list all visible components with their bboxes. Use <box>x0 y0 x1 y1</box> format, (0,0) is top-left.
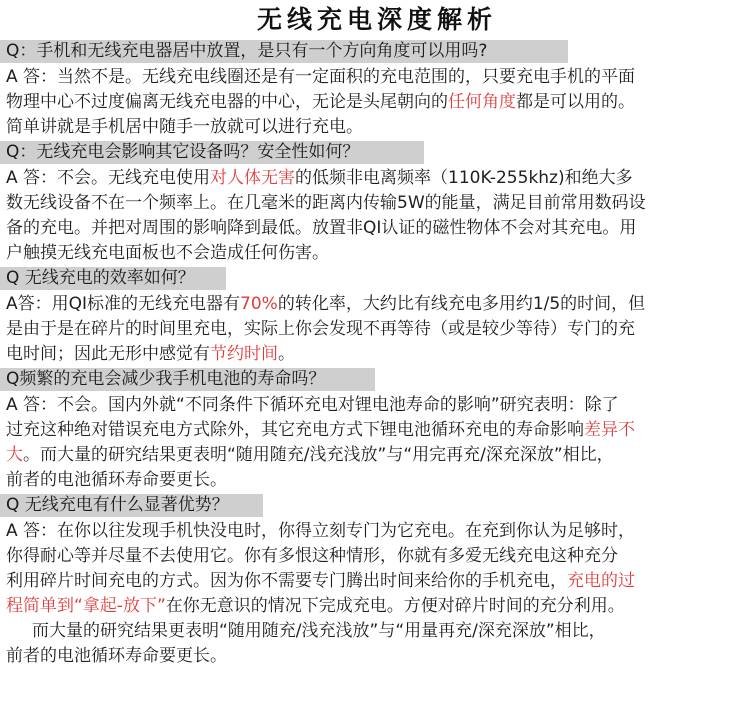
answer-5 <box>0 517 754 670</box>
answer-line: A 答：在你以往发现手机快没电时，你得立刻专门为它充电。在充到你认为足够时， <box>6 521 636 541</box>
answer-line: 前者的电池循环寿命要更长。 <box>6 646 227 666</box>
answer-3 <box>0 290 754 368</box>
answer-line: A 答：不会。无线充电使用对人体无害的低频非电离频率（110K-255khz)和绝大多 <box>6 168 633 188</box>
highlight-text: 节约时间 <box>210 344 278 364</box>
question-3: Q 无线充电的效率如何？ <box>0 267 226 290</box>
answer-line: 而大量的研究结果更表明“随用随充/浅充浅放”与“用量再充/深充深放”相比， <box>32 621 606 641</box>
answer-line: A 答：不会。国内外就“不同条件下循环充电对锂电池寿命的影响”研究表明：除了 <box>6 395 619 415</box>
answer-line: 户触摸无线充电面板也不会造成任何伤害。 <box>6 243 329 263</box>
answer-4 <box>0 391 754 494</box>
answer-1 <box>0 63 754 141</box>
answer-line: 程简单到“拿起-放下”在你无意识的情况下完成充电。方便对碎片时间的充分利用。 <box>6 596 625 616</box>
highlight-text: 程简单到“拿起-放下” <box>6 596 166 616</box>
highlight-text: 充电的过 <box>567 571 635 591</box>
answer-line: 简单讲就是手机居中随手一放就可以进行充电。 <box>6 117 363 137</box>
answer-line: 大。而大量的研究结果更表明“随用随充/浅充浅放”与“用完再充/深充深放”相比， <box>6 445 614 465</box>
question-5: Q 无线充电有什么显著优势？ <box>0 494 263 517</box>
answer-line: 你得耐心等并尽量不去使用它。你有多恨这种情形，你就有多爱无线充电这种充分 <box>6 546 618 566</box>
answer-line: A 答：当然不是。无线充电线圈还是有一定面积的充电范围的，只要充电手机的平面 <box>6 67 636 87</box>
answer-line: A答：用QI标准的无线充电器有70%的转化率，大约比有线充电多用约1/5的时间，但 <box>6 294 646 314</box>
highlight-text: 任何角度 <box>448 92 516 112</box>
question-4: Q频繁的充电会减少我手机电池的寿命吗？ <box>0 368 375 391</box>
highlight-text: 70% <box>240 294 278 314</box>
answer-line: 物理中心不过度偏离无线充电器的中心，无论是头尾朝向的任何角度都是可以用的。 <box>6 92 635 112</box>
answer-line: 是由于是在碎片的时间里充电，实际上你会发现不再等待（或是较少等待）专门的充 <box>6 319 635 339</box>
question-1: Q：手机和无线充电器居中放置，是只有一个方向角度可以用吗? <box>0 40 568 63</box>
answer-2 <box>0 164 754 267</box>
page-title: 无线充电深度解析 <box>256 5 497 34</box>
answer-line: 数无线设备不在一个频率上。在几毫米的距离内传输5W的能量，满足目前常用数码设 <box>6 193 646 213</box>
answer-line: 备的充电。并把对周围的影响降到最低。放置非QI认证的磁性物体不会对其充电。用 <box>6 218 637 238</box>
answer-line: 利用碎片时间充电的方式。因为你不需要专门腾出时间来给你的手机充电，充电的过 <box>6 571 635 591</box>
answer-line: 电时间；因此无形中感觉有节约时间。 <box>6 344 295 364</box>
answer-line: 前者的电池循环寿命要更长。 <box>6 470 227 490</box>
question-2: Q：无线充电会影响其它设备吗？安全性如何？ <box>0 141 424 164</box>
highlight-text: 对人体无害 <box>210 168 296 188</box>
highlight-text: 差异不 <box>584 420 635 440</box>
highlight-text: 大 <box>6 445 23 465</box>
answer-line: 过充这种绝对错误充电方式除外，其它充电方式下锂电池循环充电的寿命影响差异不 <box>6 420 635 440</box>
